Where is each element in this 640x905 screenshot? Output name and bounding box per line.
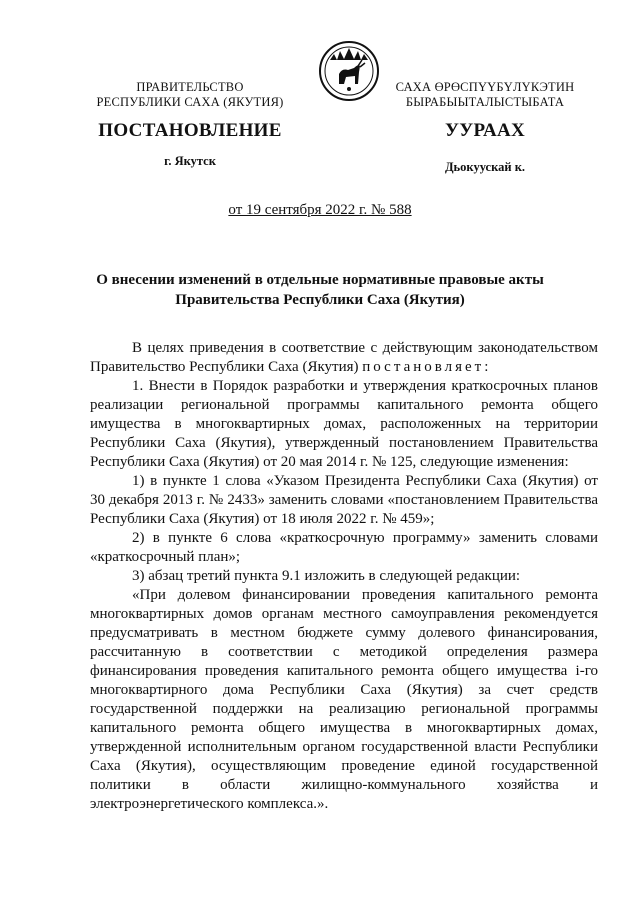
government-name-sah xyxy=(375,80,595,110)
coat-of-arms-icon xyxy=(318,40,380,102)
paragraph-item-1: 1. Внести в Порядок разработки и утверждения краткосрочных планов реализации региональной программы капитального ремонта общего имущества в многоквартирных домах, расположенных на территории Республики Саха (Якутия), утвержденный постановлением Правительства Республики Саха (Якутия) от 20 мая 2014 г. № 125, следующие изменения: xyxy=(90,378,598,470)
decree-word: постановляет: xyxy=(362,359,492,375)
document-date-number xyxy=(0,202,640,219)
date-number-text: от 19 сентября 2022 г. № 588 xyxy=(228,202,412,218)
city-sah: Дьокуускай к. xyxy=(444,160,526,174)
city-ru: г. Якутск xyxy=(164,154,216,168)
paragraph-quoted-text: «При долевом финансировании проведения капитального ремонта многоквартирных домов органам местного самоуправления рекомендуется предусматривать в местном бюджете сумму долевого финансирования, рассчитанную в соответствии с методикой определения размера финансирования проведения капитального ремонта общего имущества i-го многоквартирного дома Республики Саха (Якутия) за счет средств государственной поддержки на реализацию региональной программы капитального ремонта общего имущества в многоквартирных домах, утвержденной исполнительным органом государственной власти Республики Саха (Якутия), осуществляющим проведение единой государственной политики в области жилищно-коммунального хозяйства и электроэнергетического комплекса.». xyxy=(90,587,598,812)
preamble-text: В целях приведения в соответствие с действующим законодательством Правительство Республики Саха (Якутия) xyxy=(90,340,598,375)
government-line-1-sah: САХА ӨРӨСПҮҮБҮЛҮКЭТИН xyxy=(395,80,575,94)
paragraph-preamble xyxy=(90,339,598,377)
government-name-ru xyxy=(80,80,300,110)
document-body xyxy=(90,339,598,814)
doc-type-ru: ПОСТАНОВЛЕНИЕ xyxy=(98,120,282,141)
paragraph-subitem-1: 1) в пункте 1 слова «Указом Президента Республики Саха (Якутия) от 30 декабря 2013 г. № 2433» заменить словами «постановлением Правительства Республики Саха (Якутия) от 18 июля 2022 г. № 459»; xyxy=(90,473,598,527)
paragraph-subitem-2: 2) в пункте 6 слова «краткосрочную программу» заменить словами «краткосрочный план»; xyxy=(90,530,598,565)
paragraph-subitem-3: 3) абзац третий пункта 9.1 изложить в следующей редакции: xyxy=(132,568,521,584)
government-line-2-ru: РЕСПУБЛИКИ САХА (ЯКУТИЯ) xyxy=(96,95,284,109)
government-line-1-ru: ПРАВИТЕЛЬСТВО xyxy=(136,80,244,94)
government-line-2-sah: БЫРАБЫЫТАЛЫСТЫБАТА xyxy=(405,95,565,109)
document-title xyxy=(90,270,550,310)
doc-type-sah: УУРААХ xyxy=(444,120,526,141)
title-line-2: Правительства Республики Саха (Якутия) xyxy=(175,292,465,308)
title-line-1: О внесении изменений в отдельные нормативные правовые акты xyxy=(96,272,544,288)
